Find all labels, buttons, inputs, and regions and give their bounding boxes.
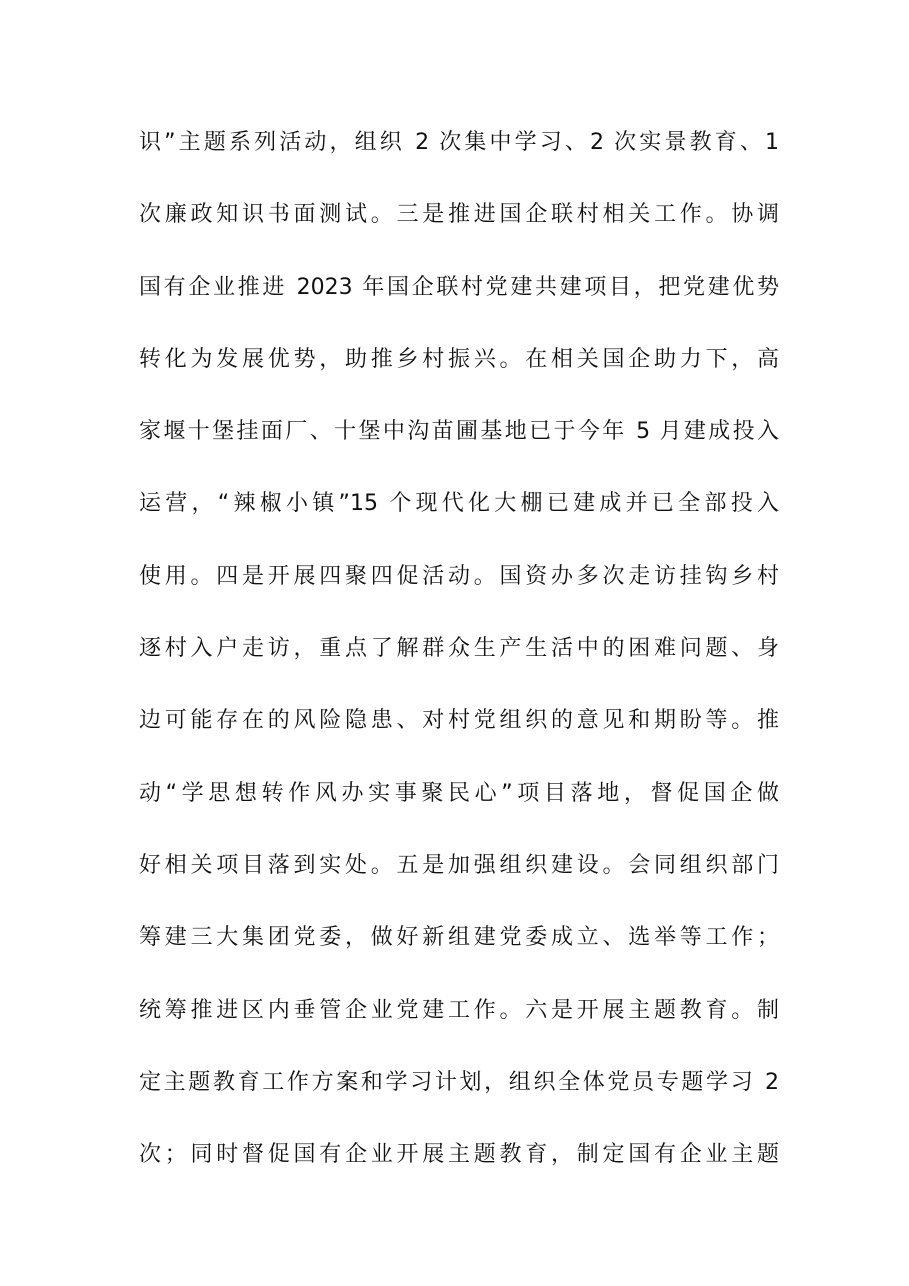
text-line: 国有企业推进 2023 年国企联村党建共建项目，把党建优势 <box>139 274 779 300</box>
text-line: 好相关项目落到实处。五是加强组织建设。会同组织部门 <box>139 852 779 878</box>
text-line: 运营，“辣椒小镇”15 个现代化大棚已建成并已全部投入 <box>139 491 779 517</box>
text-line: 统筹推进区内垂管企业党建工作。六是开展主题教育。制 <box>139 997 779 1023</box>
text-line: 识”主题系列活动，组织 2 次集中学习、2 次实景教育、1 <box>139 130 779 155</box>
text-line: 动“学思想转作风办实事聚民心”项目落地，督促国企做 <box>139 780 779 806</box>
text-line: 定主题教育工作方案和学习计划，组织全体党员专题学习 2 <box>139 1069 779 1095</box>
text-line: 筹建三大集团党委，做好新组建党委成立、选举等工作； <box>139 925 779 951</box>
text-line: 家堰十堡挂面厂、十堡中沟苗圃基地已于今年 5 月建成投入 <box>139 419 779 445</box>
text-line: 次；同时督促国有企业开展主题教育，制定国有企业主题 <box>139 1142 779 1168</box>
text-line: 次廉政知识书面测试。三是推进国企联村相关工作。协调 <box>139 202 779 228</box>
body-text <box>139 117 779 1201</box>
text-line: 逐村入户走访，重点了解群众生产生活中的困难问题、身 <box>139 636 779 662</box>
text-line: 边可能存在的风险隐患、对村党组织的意见和期盼等。推 <box>139 708 779 734</box>
text-line: 转化为发展优势，助推乡村振兴。在相关国企助力下，高 <box>139 346 779 372</box>
text-line: 使用。四是开展四聚四促活动。国资办多次走访挂钩乡村 <box>139 563 779 589</box>
